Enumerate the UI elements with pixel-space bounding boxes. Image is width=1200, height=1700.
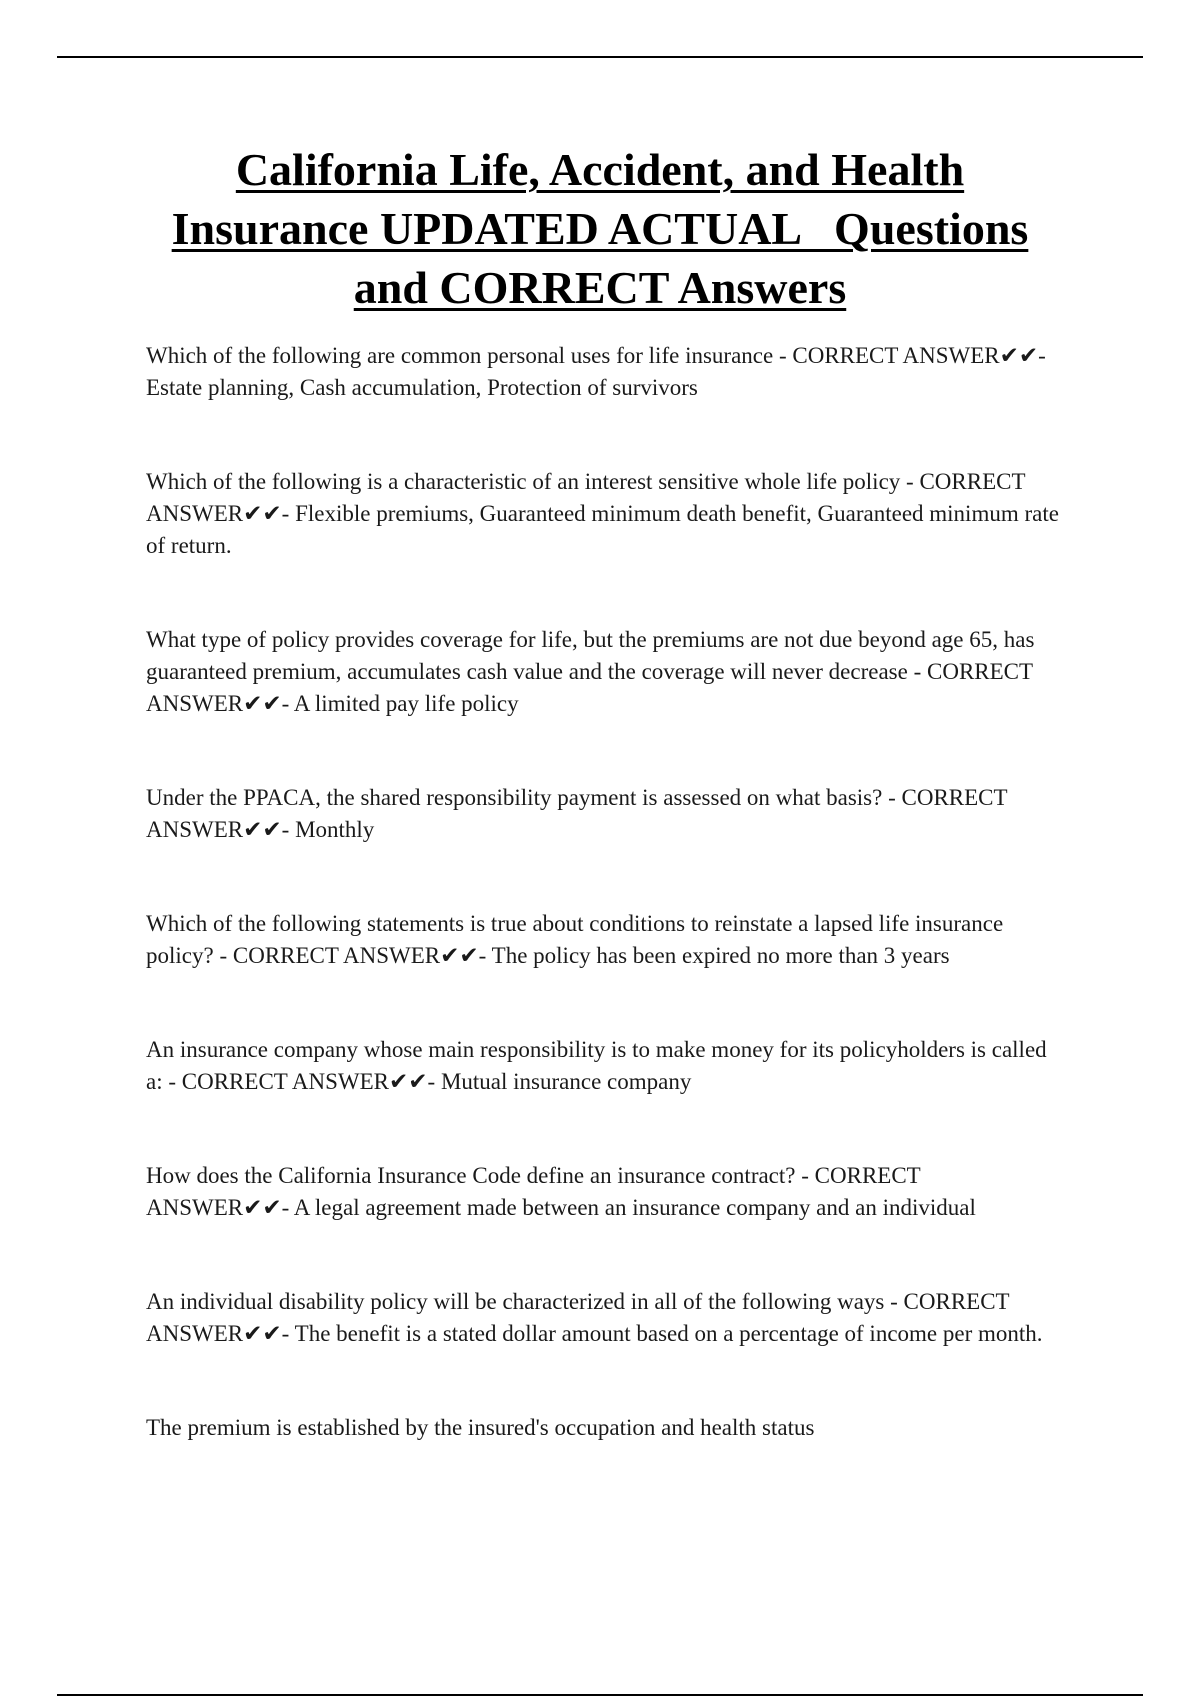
question-text: How does the California Insurance Code define an insurance contract? [146, 1163, 796, 1188]
qa-list [146, 340, 1066, 1444]
qa-item [146, 1160, 1066, 1224]
answer-text: Flexible premiums, Guaranteed minimum death benefit, Guaranteed minimum rate of return. [146, 501, 1059, 558]
answer-text: A limited pay life policy [293, 691, 519, 716]
answer-marker: - CORRECT ANSWER✔✔- [146, 659, 1033, 716]
qa-item [146, 466, 1066, 562]
answer-marker: - CORRECT ANSWER✔✔- [146, 1289, 1010, 1346]
answer-marker: - CORRECT ANSWER✔✔- [162, 1069, 441, 1094]
answer-marker: - CORRECT ANSWER✔✔- [146, 1163, 921, 1220]
answer-marker: - CORRECT ANSWER✔✔- [773, 343, 1046, 368]
trailing-paragraph [146, 1412, 1066, 1444]
bottom-rule [57, 1694, 1143, 1696]
question-text: Which of the following statements is true about conditions to reinstate a lapsed life insurance policy? [146, 911, 1004, 968]
answer-marker: - CORRECT ANSWER✔✔- [146, 785, 1008, 842]
title-line-3: and CORRECT Answers [353, 262, 847, 313]
question-text: An individual disability policy will be characterized in all of the following ways [146, 1289, 885, 1314]
document-title [120, 140, 1080, 317]
question-text: An insurance company whose main responsibility is to make money for its policyholders is called a: [146, 1037, 1047, 1094]
qa-item [146, 624, 1066, 720]
qa-item [146, 1034, 1066, 1098]
question-text: What type of policy provides coverage for life, but the premiums are not due beyond age 65, has guaranteed premium, accumulates cash value and the coverage will never decrease [146, 627, 1035, 684]
title-line-2: Insurance UPDATED ACTUAL Questions [171, 203, 1029, 254]
trailing-text: The premium is established by the insured's occupation and health status [146, 1415, 815, 1440]
answer-text: Estate planning, Cash accumulation, Protection of survivors [146, 375, 698, 400]
answer-marker: - CORRECT ANSWER✔✔- [146, 469, 1026, 526]
qa-item [146, 908, 1066, 972]
top-rule [57, 56, 1143, 58]
qa-item [146, 340, 1066, 404]
answer-text: The policy has been expired no more than 3 years [491, 943, 950, 968]
answer-text: The benefit is a stated dollar amount based on a percentage of income per month. [294, 1321, 1043, 1346]
qa-item [146, 1286, 1066, 1350]
question-text: Which of the following are common personal uses for life insurance [146, 343, 774, 368]
answer-marker: - CORRECT ANSWER✔✔- [213, 943, 492, 968]
answer-text: Mutual insurance company [440, 1069, 692, 1094]
qa-item [146, 782, 1066, 846]
question-text: Under the PPACA, the shared responsibility payment is assessed on what basis? [146, 785, 883, 810]
answer-text: A legal agreement made between an insurance company and an individual [293, 1195, 976, 1220]
question-text: Which of the following is a characteristic of an interest sensitive whole life policy [146, 469, 901, 494]
answer-text: Monthly [295, 817, 375, 842]
title-line-1: California Life, Accident, and Health [235, 144, 965, 195]
